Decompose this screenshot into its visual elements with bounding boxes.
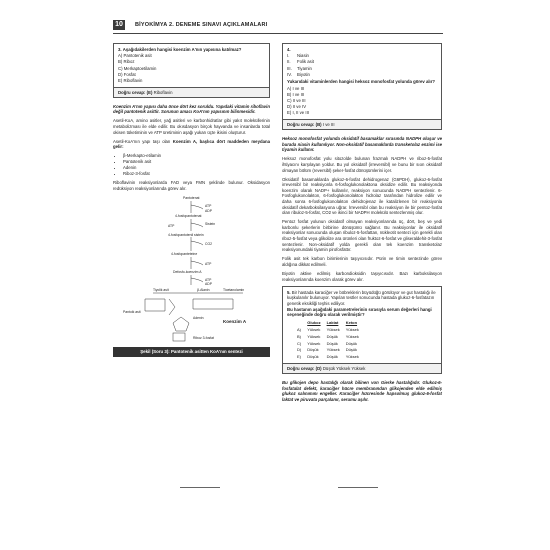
right-column — [282, 43, 442, 406]
left-column — [113, 43, 270, 357]
label-atp: ATP — [205, 204, 212, 209]
question-3-stem — [118, 47, 265, 53]
answer-value: Düşük Yüksek Yüksek — [322, 365, 366, 371]
list-item: • β-Merkapto-etilamin — [123, 153, 270, 159]
body-paragraph: Riboflavinin reaksiyonlarda FAD veya FMN şeklinde bulunur. Oksidasyon redüksiyon reaksiyonlarında görev alır. — [113, 179, 270, 191]
table-cell: Düşük — [345, 347, 358, 353]
question-4-box — [282, 43, 442, 130]
body-paragraph — [113, 139, 270, 150]
table-row — [297, 354, 365, 361]
list-item: • Pantotenik asit — [123, 159, 270, 165]
explanation-paragraph: Bu glikojen depo hastalığı olarak bilinen von Gierke hastalığıdır. Glukoz-6-fosfatalat defekt, karaciğer hücre membranından glikojenden elde edilmiş glukoz salınımını engeller. Karaciğer hücresinde hapsolmuş glukoz-6-fosfat laktat ve piruvata parçalanır, serumu aşılır. — [282, 379, 442, 402]
table-cell: Düşük — [307, 347, 319, 353]
table-cell: Düşük — [326, 340, 338, 346]
figure-caption: Şekil (Soru 3): Pantotenik asitten KoA'nın sentezi — [113, 347, 270, 357]
column-header: Glukoz — [307, 320, 321, 326]
body-paragraph: Pentoz fosfat yolunun oksidatif olmayan reaksiyonlarında üç, dört, beş ve yedi karbonlu şekerlerin birbirine dönüşümü sağlanır. Bu reaksiyonlar ile oksidatif reaksiyonlar sonucunda oluşan ribuloz-5-fosfattan, nükleotit sentezi için gerekli olan riboz-5-fosfat veya glikolize ara ürünleri olan fruktoz-6-fosfat ve gliseraldehit-3-fosfat sentezlenir. Non-oksidatif yolda gerekli olan tek koenzim transketolaz reaksiyonundaki tiyamin pirofosfattır. — [282, 219, 442, 253]
question-text: Bir hastada karaciğer ve böbreklerin büyüdüğü görülüyor ve gut hastalığı ile kuşkulanılır bulunuyor. Yapılan testler sonucunda hastada glukoz-6-fosfatazın genetik eksikliği teşhis ediliyor. — [287, 289, 436, 306]
body-paragraph: Asetil-KoA, amino asitler, yağ asitleri ve karbonhidratlar gibi yakıt moleküllerinin metabolizması ile elde edilir. Bu okısdasyon birçok hayvanda ve insanlarda total okisen tüketiminin ve ATP üretiminin aşağı yukarı üçte ikisini oluşturur. — [113, 118, 270, 135]
option-e: E) Riboflavin — [118, 77, 143, 83]
option-c: C) Merkaptoetilamin — [118, 65, 157, 71]
component-list — [123, 153, 270, 177]
vitamin-name: Biyotin — [297, 71, 310, 77]
label-atp: ATP — [205, 278, 212, 283]
option-e: E) I, II ve III — [287, 110, 309, 116]
bold-span: Koenzim A, başlıca dört maddeden meydana gelir: — [113, 138, 270, 150]
answer-value: I ve III — [322, 121, 335, 127]
body-paragraph: Heksoz monofosfat yolu sitozolde bulunan frazmalı NADPH ve riboz-5-fosfat ihtiyacını karşılayan yoldur. Bu yol oksidatif (irreversibl) ve bunu bir sıon oksidatif olmayan bölüm (reversibl) şeker-fosfat dönüşümlerini içer. — [282, 156, 442, 173]
table-cell: Düşük — [345, 340, 358, 346]
table-cell: C) — [297, 340, 302, 346]
question-5-stem — [287, 290, 437, 307]
option-a: A) Pantotenik asit — [118, 53, 152, 59]
option-d: D) II ve IV — [287, 104, 307, 110]
options-table — [297, 320, 365, 361]
roman-list — [287, 47, 437, 77]
label-beta-alanin: β-Alanin — [197, 288, 210, 293]
label-4-fosfopanteteine: 4-fosfopanteteine — [171, 252, 198, 257]
vitamin-name: Niasin — [297, 53, 309, 59]
label-adp: ADP — [205, 209, 212, 214]
question-prompt: Bu hastanın aşağıdaki parametrelerinin sırasıyla serum değerleri hangi seçeneğinde doğru olarak verilmiştir? — [287, 306, 432, 318]
question-3-box — [113, 43, 270, 98]
table-row — [297, 326, 365, 333]
answer-value: Riboflavin — [153, 89, 173, 95]
table-cell: Yüksek — [345, 354, 359, 360]
table-cell: E) — [297, 354, 301, 360]
table-cell: Düşük — [307, 354, 319, 360]
table-cell: B) — [297, 333, 301, 339]
body-paragraph: Oksidatif basamaklarda glukoz-6-fosfat dehidrogenaz (G6PDH), glukoz-6-fosfat irreversibl bir reaksiyonla 6-fosfoglukonolaktona oksidize edilir. Bu reaksiyonda koenzim olarak NADP+ kullanılır, reaksiyon sonucunda NADPH sentezlenir. 6-Fosfoglukonolakton, 6-fosfoglukonolakton hidrolaz tarafından hidrolize edilir ve daha sonra 6-fosfoglukonolakton dehidrojenaz ile katalizlenen bir reaksiyonla oksidatif dekarboksilasyona uğrar. İrreversibl olan bu reaksiyon ile bir pentoz-fosfat olan ribuloz-5-fosfat, CO2 ve ikinci bir NADPH molekülü sentezlenmiş olur. — [282, 176, 442, 216]
list-item: • Adenin — [123, 165, 270, 171]
page-number: 10 — [113, 20, 125, 30]
table-cell: D) — [297, 347, 302, 353]
text-span: Asetil-KoA'nın yapı taşı olan — [113, 138, 173, 144]
question-text: Yukarıdaki vitaminlerden hangisi heksoz monofosfat yolunda görev alır? — [287, 79, 436, 85]
label-koenzim-a: Koenzim A — [223, 319, 247, 325]
table-cell: Düşük — [326, 333, 338, 339]
table-cell: Yüksek — [326, 327, 340, 333]
answer-row — [283, 119, 441, 129]
roman-numeral: III. — [287, 65, 292, 71]
option-d: D) Fosfat — [118, 71, 136, 77]
roman-numeral: I. — [287, 53, 290, 59]
explanation-paragraph: Koenzim A'nın yapısı daha önce dört kez soruldu. Yapıdaki vitamin riboflavin değil pantotenik asittir. Sorunun amacı KoA'nın yapısının bilinmesidir. — [113, 103, 270, 115]
question-number: 4. — [287, 47, 291, 52]
label-pantoik-asit: Pantoik asit — [123, 310, 141, 315]
table-cell: Yüksek — [307, 340, 321, 346]
label-atp: ATP — [205, 262, 212, 267]
vitamin-name: Folik asit — [297, 59, 314, 65]
label-pantotenat: Pantotenat — [183, 196, 200, 201]
label-4-fosfopantotenil-sistein: 4-fosfopantotenil sistein — [168, 233, 204, 238]
question-5-box — [282, 286, 442, 374]
spacer — [297, 47, 437, 53]
label-defosfo-koenzim-a: Defosfo-koenzim A — [173, 270, 202, 275]
list-item: • Riboz-3-fosfat — [123, 171, 270, 177]
answer-label: Doğru cevap: (E) — [118, 89, 153, 95]
label-sistein: Sistein — [205, 222, 216, 227]
table-cell: Yüksek — [307, 333, 321, 339]
column-header: Laktat — [326, 320, 339, 326]
table-row — [297, 340, 365, 347]
option-b: B) Riboz — [118, 59, 135, 65]
label-tioetanolamin: Tioetanolamin — [223, 288, 245, 293]
answer-row — [283, 363, 441, 373]
answer-label: Doğru cevap: (D) — [287, 365, 322, 371]
header-title: BİYOKİMYA 2. DENEME SINAVI AÇIKLAMALARI — [135, 21, 268, 28]
table-cell: Yüksek — [345, 333, 359, 339]
label-co2: CO2 — [205, 242, 212, 247]
column-header: Keton — [345, 320, 358, 326]
label-riboz-3-fosfat: Riboz 3-fosfat — [193, 336, 214, 341]
roman-numeral: II. — [287, 59, 291, 65]
label-adenin: Adenin — [193, 316, 204, 321]
label-tiyolik-asit: Tiyolik asit — [153, 288, 169, 293]
body-paragraph: Folik asit tek karbon birimlerinin taşıyıcısıdır. Pürin ve timin sentezinde görev aldığına dikkat edilmeli. — [282, 256, 442, 267]
vitamin-name: Tiyamin — [297, 65, 312, 71]
question-text: Aşağıdakilerden hangisi koenzim A'nın yapısına katılmaz? — [122, 47, 242, 52]
page-header — [113, 16, 443, 34]
answer-row — [114, 87, 269, 97]
table-cell: Yüksek — [307, 327, 321, 333]
footer-divider — [180, 487, 220, 488]
column-header — [297, 320, 307, 327]
label-4-fosfopantotenat: 4-fosfopantotenat — [175, 214, 202, 219]
option-c: C) II ve III — [287, 97, 306, 103]
table-cell: Düşük — [326, 354, 338, 360]
explanation-paragraph: Heksoz monofosfat yolunda oksidatif basamaklar sırasında NADPH oluşur ve burada niasin kullanılıyor. Non-oksidatif basamaklarda transketolaz enzimi ise tiyamin kullanır. — [282, 136, 442, 153]
table-row — [297, 333, 365, 340]
option-a: A) I ve III — [287, 85, 305, 91]
pathway-svg — [113, 195, 270, 345]
table-cell: Yüksek — [326, 347, 340, 353]
table-row — [297, 347, 365, 354]
footer-divider — [338, 487, 378, 488]
table-cell: A) — [297, 327, 301, 333]
body-paragraph: Biyotin aktive edilmiş karbondioksidin taşıyıcısıdır. Bazı karboksilasyon reaksiyonlarında koenzim olarak görev alır. — [282, 271, 442, 282]
option-b: B) I ve III — [287, 91, 305, 97]
question-number: 5. — [287, 289, 291, 295]
answer-label: Doğru cevap: (B) — [287, 121, 322, 127]
question-number: 3. — [118, 47, 122, 52]
label-adp: ADP — [205, 282, 212, 287]
table-header — [297, 320, 365, 327]
roman-numeral: IV. — [287, 71, 292, 77]
label-atp: ATP — [168, 224, 175, 229]
coa-synthesis-diagram — [113, 195, 270, 345]
table-cell: Yüksek — [345, 327, 359, 333]
